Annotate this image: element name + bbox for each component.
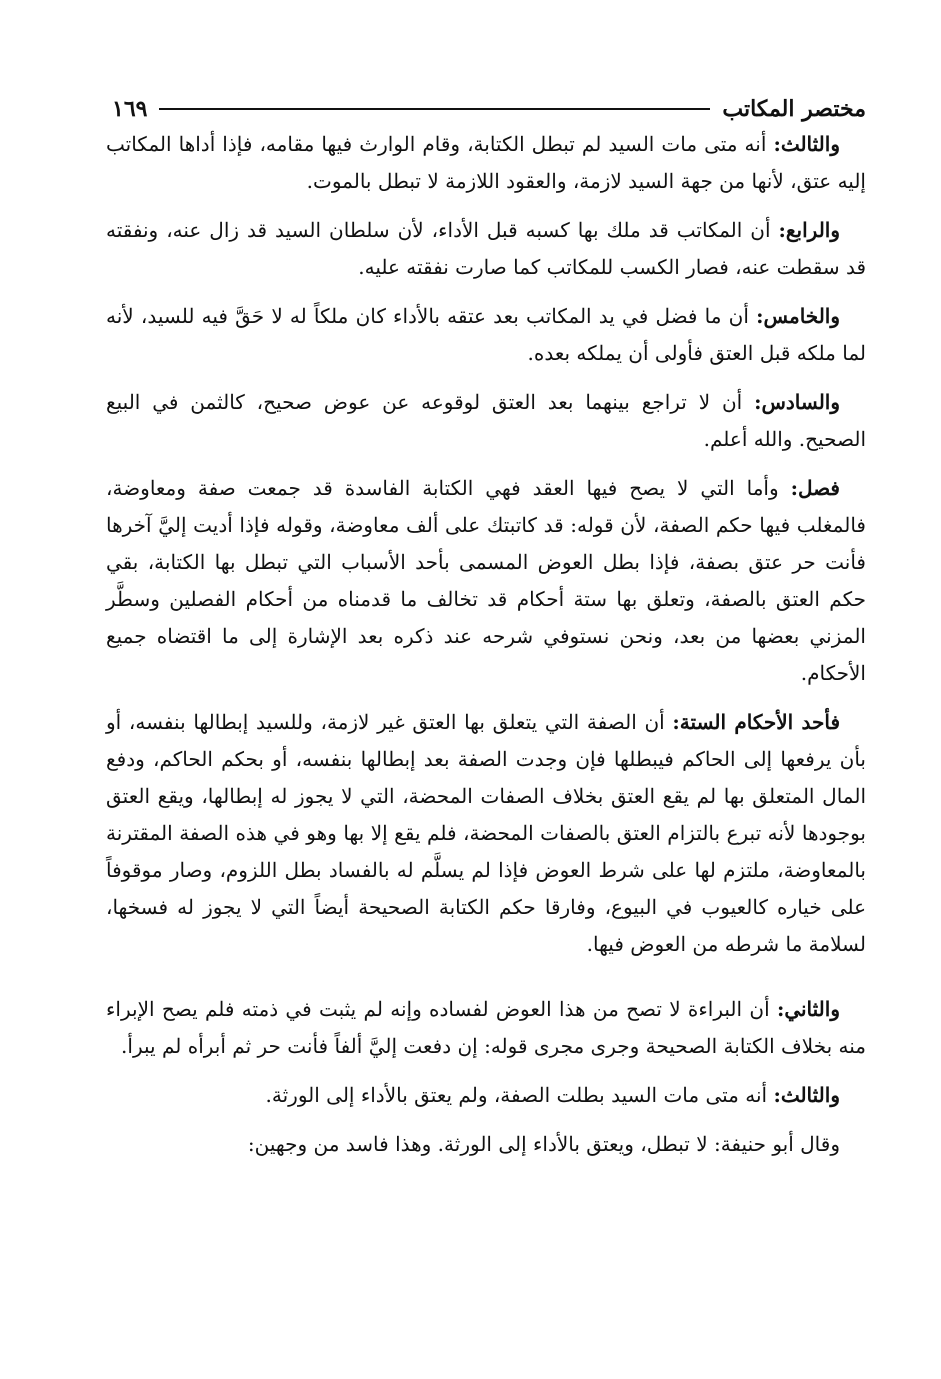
paragraph <box>106 1126 866 1163</box>
running-header <box>112 92 866 126</box>
paragraph <box>106 470 866 692</box>
paragraph-text: أن البراءة لا تصح من هذا العوض لفساده وإنه لم يثبت في ذمته فلم يصح الإبراء منه بخلاف الكتابة الصحيحة وجرى مجرى قوله: إن دفعت إليَّ ألفاً فأنت حر ثم أبرأه لم يبرأ. <box>106 997 866 1058</box>
paragraph <box>106 298 866 372</box>
paragraph-lead: والسادس: <box>754 390 841 414</box>
paragraph-lead: والثالث: <box>773 1083 840 1107</box>
paragraph-text: أنه متى مات السيد بطلت الصفة، ولم يعتق بالأداء إلى الورثة. <box>265 1083 768 1107</box>
paragraph-text: أن الصفة التي يتعلق بها العتق غير لازمة، وللسيد إبطالها بنفسه، أو بأن يرفعها إلى الحاكم فيبطلها فإن وجدت الصفة بعد إبطالها بنفسه، أو بحكم الحاكم، ودفع المال المتعلق بها لم يقع العتق بخلاف الصفات المحضة، التي لا يجوز له إبطالها، ويقع العتق بوجودها لأنه تبرع بالتزام العتق بالصفات المحضة، فلم يقع إلا بها وهو في هذه الصفة المقترنة بالمعاوضة، ملتزم لها على شرط العوض فإذا لم يسلَّم له بالفساد بطل اللزوم، وصار موقوفاً على خياره كالعيوب في البيوع، وفارقا حكم الكتابة الصحيحة أيضاً التي لا يجوز له فسخها، لسلامة ما شرطه من العوض فيها. <box>106 710 866 956</box>
paragraph-text: أن المكاتب قد ملك بها كسبه قبل الأداء، لأن سلطان السيد قد زال عنه، ونفقته قد سقطت عنه، فصار الكسب للمكاتب كما صارت نفقته عليه. <box>106 218 866 279</box>
paragraph-lead: فصل: <box>790 476 840 500</box>
paragraph <box>106 126 866 200</box>
main-text <box>106 126 866 1175</box>
paragraph <box>106 1077 866 1114</box>
paragraph-text: أن ما فضل في يد المكاتب بعد عتقه بالأداء كان ملكاً له لا حَقَّ فيه للسيد، لأنه لما ملكه قبل العتق فأولى أن يملكه بعده. <box>106 304 866 365</box>
paragraph-lead: والرابع: <box>778 218 841 242</box>
paragraph <box>106 704 866 963</box>
paragraph-text: أنه متى مات السيد لم تبطل الكتابة، وقام الوارث فيها مقامه، فإذا أداها المكاتب إليه عتق، لأنها من جهة السيد لازمة، والعقود اللازمة لا تبطل بالموت. <box>106 132 866 193</box>
paragraph-text: وأما التي لا يصح فيها العقد فهي الكتابة الفاسدة قد جمعت صفة ومعاوضة، فالمغلب فيها حكم الصفة، لأن قوله: قد كاتبتك على ألف معاوضة، وقوله فإذا أديت إليَّ آخرها فأنت حر عتق بصفة، فإذا بطل العوض المسمى بأحد الأسباب التي تبطل بها الكتابة، بقي حكم العتق بالصفة، وتعلق بها ستة أحكام قد تخالف ما قدمناه من أحكام الفصلين وسطَّر المزني بعضها من بعد، ونحن نستوفي شرحه عند ذكره بعد الإشارة إلى ما اقتضاه جميع الأحكام. <box>106 476 866 685</box>
paragraph-lead: والثالث: <box>773 132 840 156</box>
paragraph-lead: والخامس: <box>756 304 840 328</box>
paragraph-text: أن لا تراجع بينهما بعد العتق لوقوعه عن عوض صحيح، كالثمن في البيع الصحيح. والله أعلم. <box>106 390 866 451</box>
paragraph <box>106 212 866 286</box>
header-rule <box>159 108 710 110</box>
paragraph-lead: والثاني: <box>776 997 840 1021</box>
paragraph <box>106 384 866 458</box>
paragraph-text: وقال أبو حنيفة: لا تبطل، ويعتق بالأداء إلى الورثة. وهذا فاسد من وجهين: <box>247 1132 840 1156</box>
page-number: ١٦٩ <box>112 96 148 122</box>
paragraph <box>106 991 866 1065</box>
running-title: مختصر المكاتب <box>722 96 866 122</box>
paragraph-lead: فأحد الأحكام الستة: <box>672 710 841 734</box>
